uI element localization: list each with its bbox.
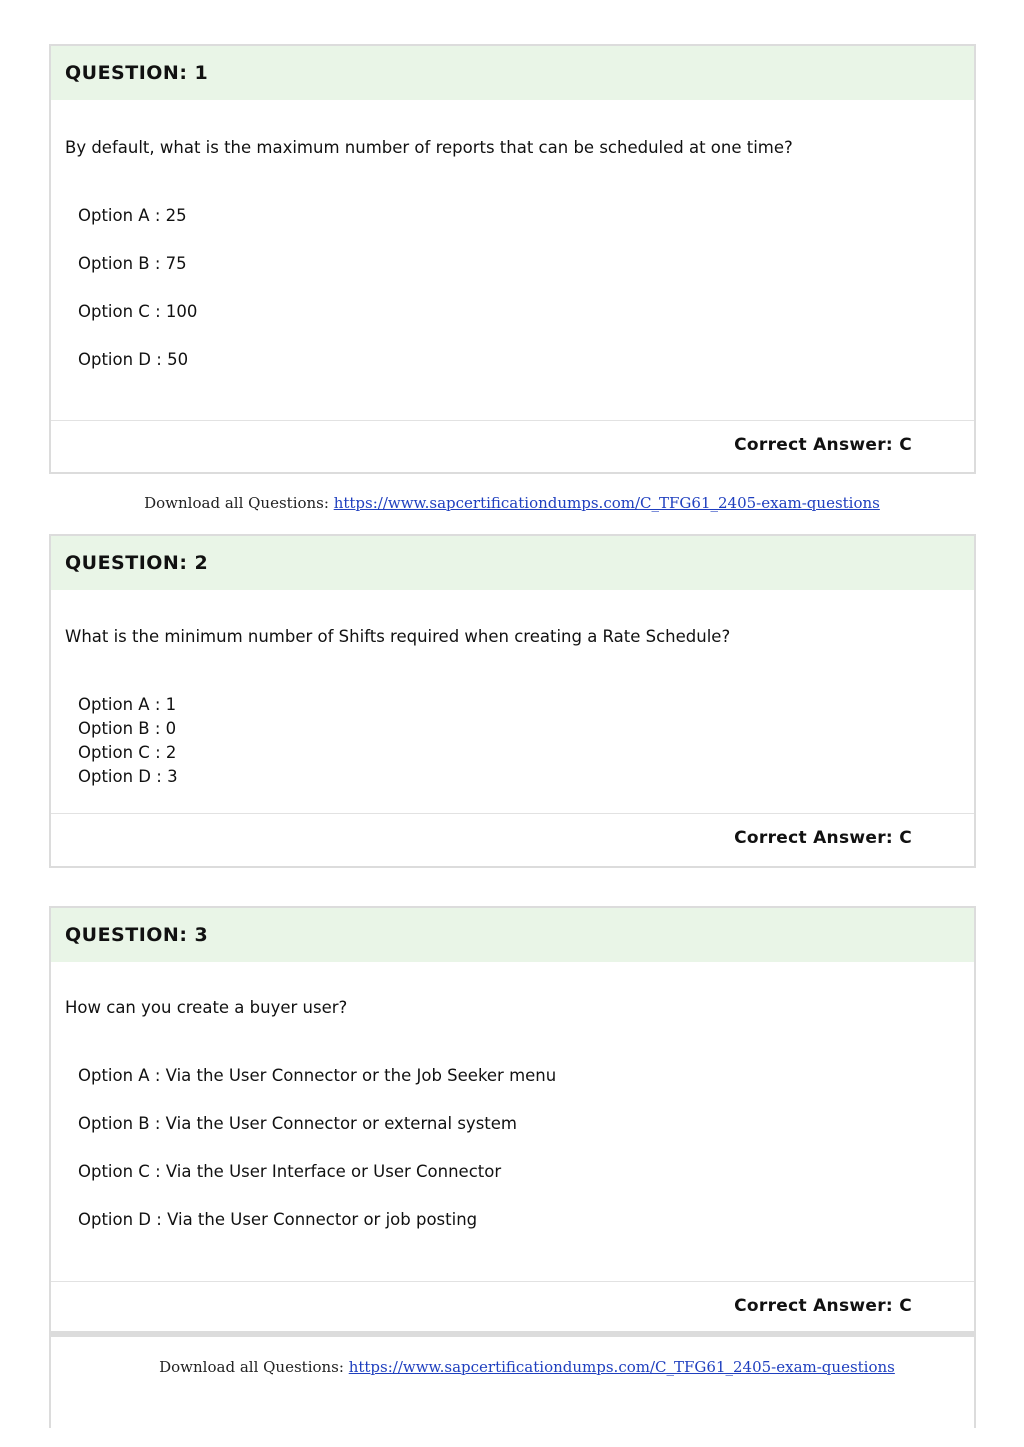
option-a: Option A : 25 (78, 206, 187, 225)
option-c: Option C : 2 (78, 743, 177, 762)
download-link[interactable]: https://www.sapcertificationdumps.com/C_TFG61_2405-exam-questions (348, 1358, 895, 1376)
option-d: Option D : 50 (78, 350, 189, 369)
correct-answer: Correct Answer: C (734, 828, 912, 848)
question-text: By default, what is the maximum number of reports that can be scheduled at one time? (65, 138, 793, 157)
download-label: Download all Questions: (159, 1358, 349, 1376)
question-text: How can you create a buyer user? (65, 998, 348, 1017)
option-b: Option B : 0 (78, 719, 177, 738)
option-b: Option B : 75 (78, 254, 187, 273)
option-d: Option D : 3 (78, 767, 178, 786)
answer-row (51, 420, 974, 471)
option-c: Option C : 100 (78, 302, 198, 321)
download-line-bottom (15, 1358, 1024, 1376)
option-d: Option D : Via the User Connector or job posting (78, 1210, 478, 1229)
question-text: What is the minimum number of Shifts required when creating a Rate Schedule? (65, 627, 731, 646)
question-card-1 (49, 44, 976, 474)
option-a: Option A : 1 (78, 695, 177, 714)
question-card-3 (49, 906, 976, 1428)
question-header: QUESTION: 1 (51, 46, 974, 100)
download-label: Download all Questions: (144, 494, 334, 512)
answer-row (51, 813, 974, 865)
question-header: QUESTION: 3 (51, 908, 974, 962)
download-line (0, 494, 1024, 512)
option-a: Option A : Via the User Connector or the Job Seeker menu (78, 1066, 557, 1085)
download-link[interactable]: https://www.sapcertificationdumps.com/C_TFG61_2405-exam-questions (333, 494, 880, 512)
answer-row (51, 1281, 974, 1332)
correct-answer: Correct Answer: C (734, 1296, 912, 1316)
option-b: Option B : Via the User Connector or external system (78, 1114, 517, 1133)
divider-bar (51, 1331, 974, 1337)
question-card-2 (49, 534, 976, 868)
option-c: Option C : Via the User Interface or User Connector (78, 1162, 502, 1181)
correct-answer: Correct Answer: C (734, 435, 912, 455)
question-header: QUESTION: 2 (51, 536, 974, 590)
